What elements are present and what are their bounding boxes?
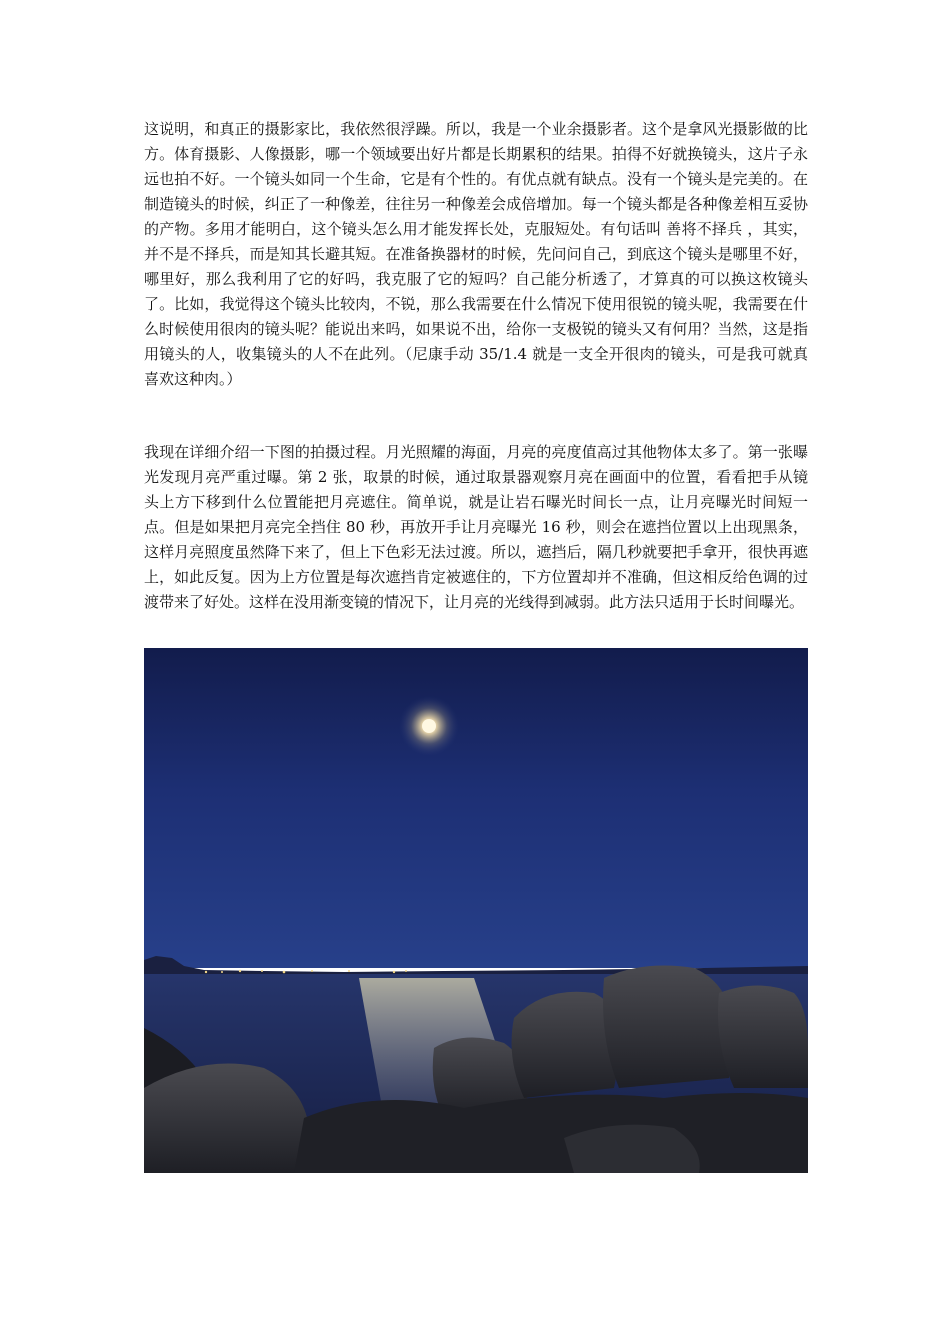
paragraph-lens-philosophy: 这说明，和真正的摄影家比，我依然很浮躁。所以，我是一个业余摄影者。这个是拿风光摄影做的比方。体育摄影、人像摄影，哪一个领域要出好片都是长期累积的结果。拍得不好就换镜头，这片子永远也拍不好。一个镜头如同一个生命，它是有个性的。有优点就有缺点。没有一个镜头是完美的。在制造镜头的时候，纠正了一种像差，往往另一种像差会成倍增加。每一个镜头都是各种像差相互妥协的产物。多用才能明白，这个镜头怎么用才能发挥长处，克服短处。有句话叫 善将不择兵 ，其实，并不是不择兵，而是知其长避其短。在准备换器材的时候，先问问自己，到底这个镜头是哪里不好，哪里好，那么我利用了它的好吗，我克服了它的短吗？自己能分析透了，才算真的可以换这枚镜头了。比如，我觉得这个镜头比较肉，不锐，那么我需要在什么情况下使用很锐的镜头呢，我需要在什么时候使用很肉的镜头呢？能说出来吗，如果说不出，给你一支极锐的镜头又有何用？当然，这是指用镜头的人，收集镜头的人不在此列。（尼康手动 35/1.4 就是一支全开很肉的镜头，可是我可就真喜欢这种肉。） [144,120,808,388]
rock-far-right [718,986,808,1089]
moonlit-seascape-photo [144,648,808,1173]
foreground-rock-highlight [564,1125,700,1173]
moon [422,719,436,733]
night-sky [144,648,808,968]
rock-large-right [603,966,734,1088]
foreground-rocks [294,1093,808,1173]
paragraph-shooting-process: 我现在详细介绍一下图的拍摄过程。月光照耀的海面，月亮的亮度值高过其他物体太多了。第一张曝光发现月亮严重过曝。第 2 张，取景的时候，通过取景器观察月亮在画面中的位置，看看把手从镜头上方下移到什么位置能把月亮遮住。简单说，就是让岩石曝光时间长一点，让月亮曝光时间短一点。但是如果把月亮完全挡住 80 秒，再放开手让月亮曝光 16 秒，则会在遮挡位置以上出现黑条，这样月亮照度虽然降下来了，但上下色彩无法过渡。所以，遮挡后，隔几秒就要把手拿开，很快再遮上，如此反复。因为上方位置是每次遮挡肯定被遮住的，下方位置却并不准确，但这相反给色调的过渡带来了好处。这样在没用渐变镜的情况下，让月亮的光线得到减弱。此方法只适用于长时间曝光。 [144,443,808,611]
